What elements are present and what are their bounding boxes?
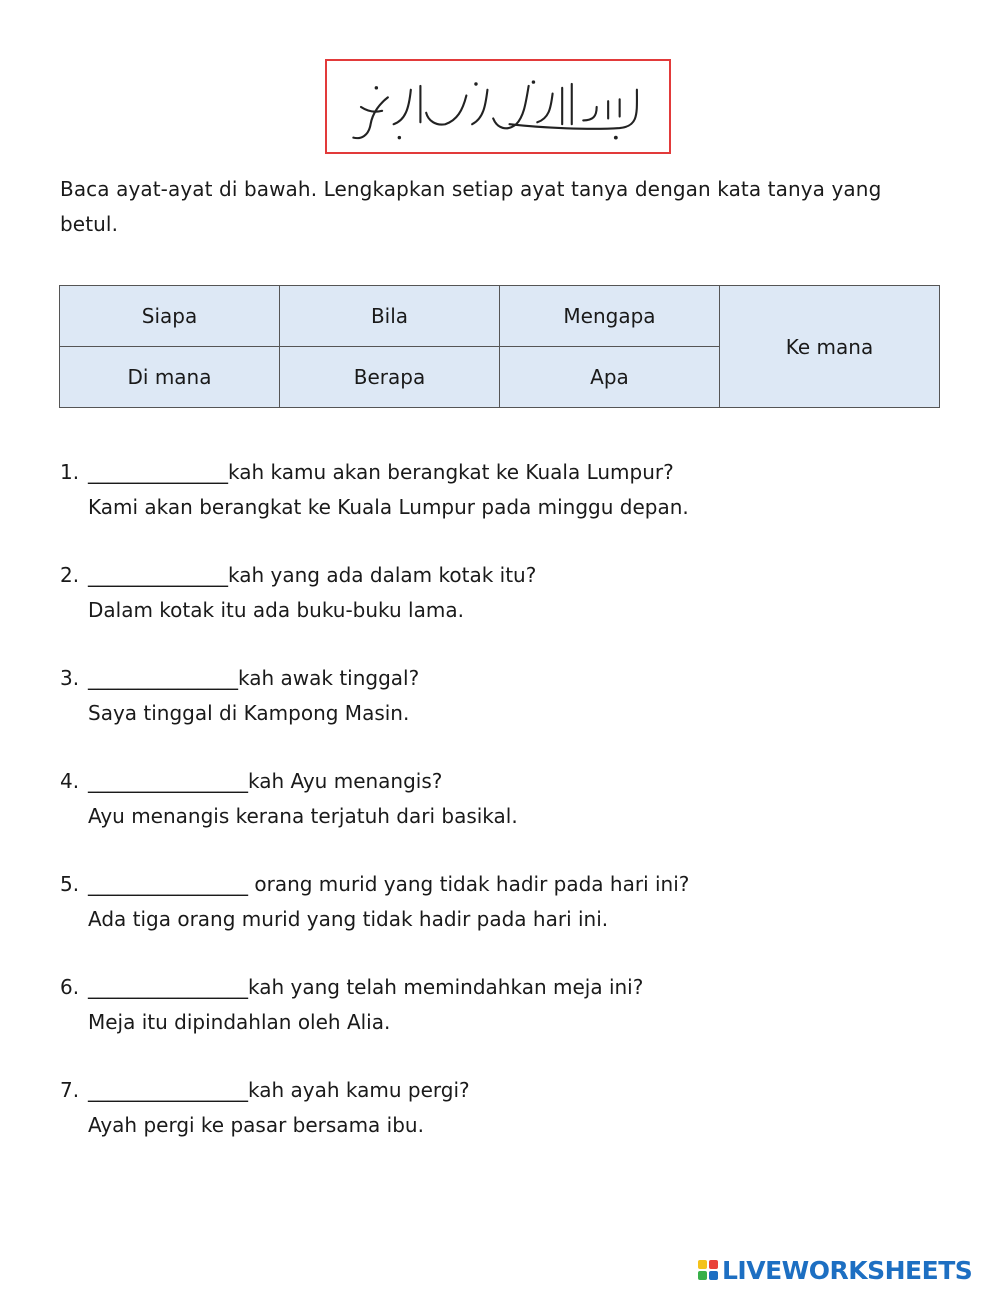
question-blank-line[interactable]: ______________kah yang ada dalam kotak itu?: [88, 563, 537, 587]
question-number: 4.: [60, 769, 80, 793]
answer-sentence: Ayu menangis kerana terjatuh dari basikal.: [88, 804, 518, 828]
svg-text:بسم الله الرحمن الرحيم: بسم الله الرحمن الرحيم: [493, 147, 503, 149]
question-number: 7.: [60, 1078, 80, 1102]
question-blank-line[interactable]: ________________kah yang telah memindahkan meja ini?: [88, 975, 644, 999]
bismillah-banner: [325, 59, 671, 154]
question-blank-line[interactable]: ________________kah Ayu menangis?: [88, 769, 443, 793]
question-item: [60, 764, 960, 867]
answer-sentence: Ada tiga orang murid yang tidak hadir pada hari ini.: [88, 907, 609, 931]
question-item: [60, 1073, 960, 1176]
question-item: [60, 455, 960, 558]
answer-sentence: Meja itu dipindahlan oleh Alia.: [88, 1010, 391, 1034]
question-number: 6.: [60, 975, 80, 999]
question-blank-line[interactable]: _______________kah awak tinggal?: [88, 666, 420, 690]
answer-sentence: Kami akan berangkat ke Kuala Lumpur pada minggu depan.: [88, 495, 689, 519]
word-cell: Di mana: [60, 347, 280, 408]
question-item: [60, 661, 960, 764]
question-blank-line[interactable]: ________________ orang murid yang tidak hadir pada hari ini?: [88, 872, 690, 896]
question-number: 2.: [60, 563, 80, 587]
liveworksheets-logo-icon: [698, 1260, 718, 1280]
question-blank-line[interactable]: ________________kah ayah kamu pergi?: [88, 1078, 470, 1102]
word-bank-row: [60, 286, 940, 347]
word-cell: Ke mana: [720, 286, 940, 408]
question-number: 3.: [60, 666, 80, 690]
logo-text: LIVEWORKSHEETS: [722, 1255, 973, 1285]
question-item: [60, 970, 960, 1073]
question-item: [60, 558, 960, 661]
word-cell: Berapa: [280, 347, 500, 408]
word-bank-table: [59, 285, 940, 408]
question-list: [60, 455, 960, 1176]
question-number: 1.: [60, 460, 80, 484]
bismillah-calligraphy-icon: [327, 61, 669, 152]
question-number: 5.: [60, 872, 80, 896]
question-item: [60, 867, 960, 970]
question-blank-line[interactable]: ______________kah kamu akan berangkat ke Kuala Lumpur?: [88, 460, 674, 484]
word-cell: Mengapa: [500, 286, 720, 347]
answer-sentence: Saya tinggal di Kampong Masin.: [88, 701, 410, 725]
answer-sentence: Dalam kotak itu ada buku-buku lama.: [88, 598, 464, 622]
answer-sentence: Ayah pergi ke pasar bersama ibu.: [88, 1113, 424, 1137]
word-cell: Bila: [280, 286, 500, 347]
liveworksheets-logo[interactable]: [698, 1254, 972, 1286]
word-cell: Siapa: [60, 286, 280, 347]
word-cell: Apa: [500, 347, 720, 408]
instruction-text: Baca ayat-ayat di bawah. Lengkapkan setiap ayat tanya dengan kata tanya yang betul.: [60, 177, 882, 236]
